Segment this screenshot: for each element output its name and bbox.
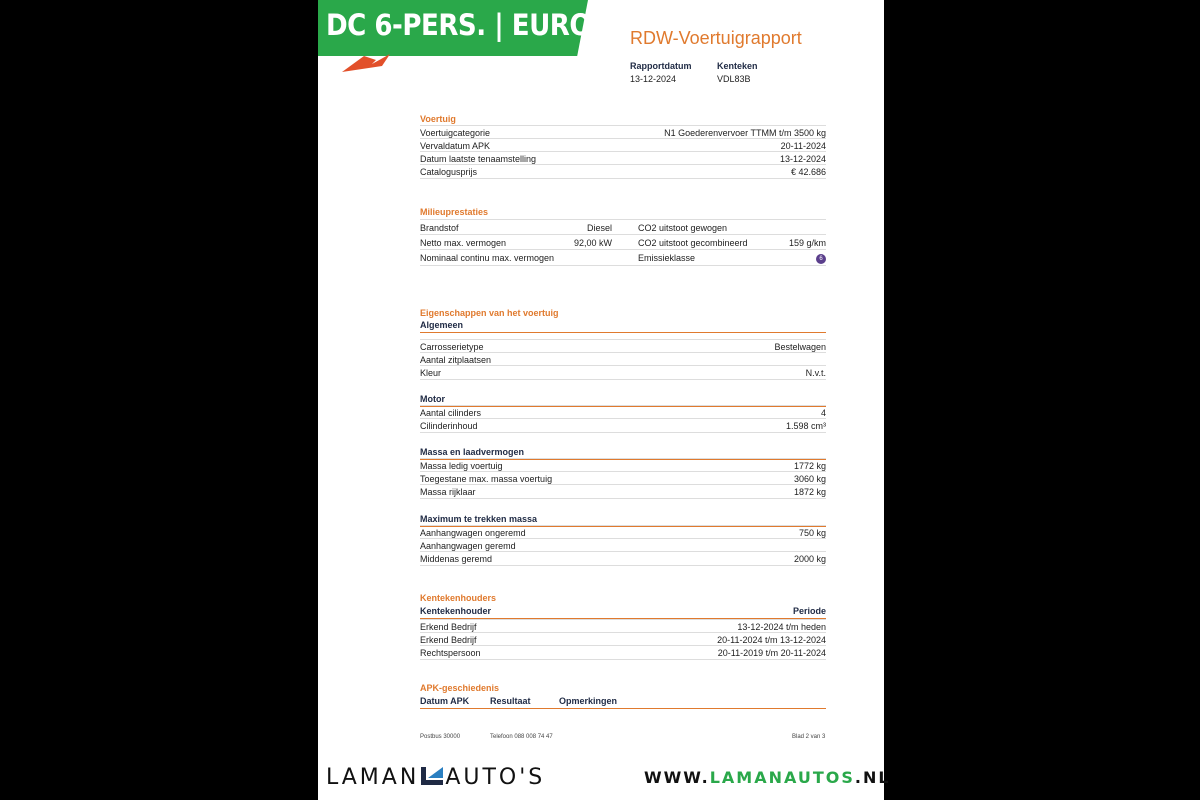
row-label: Emissieklasse [638, 252, 696, 263]
row-label: CO2 uitstoot gewogen [638, 222, 728, 233]
footer-phone: Telefoon 088 008 74 47 [490, 734, 553, 740]
row-label: Aantal cilinders [420, 407, 482, 418]
section-apk-title: APK-geschiedenis [420, 683, 500, 693]
section-kentekenhouders-title: Kentekenhouders [420, 593, 497, 603]
table-row [420, 249, 826, 266]
url-prefix: WWW. [644, 768, 710, 787]
subsection-massa-title: Massa en laadvermogen [420, 447, 826, 460]
table-row [420, 645, 826, 660]
row-label: Rechtspersoon [420, 647, 481, 658]
section-milieu-title: Milieuprestaties [420, 207, 489, 217]
row-value: 4 [820, 407, 826, 418]
row-label: Nominaal continu max. vermogen [420, 252, 555, 263]
emission-class-cell [778, 252, 826, 264]
plate-value: VDL83B [717, 74, 751, 84]
website-url[interactable] [644, 768, 891, 787]
column-header-date: Datum APK [420, 696, 470, 706]
apk-header [420, 696, 826, 709]
row-label: Carrosserietype [420, 341, 484, 352]
row-value: € 42.686 [790, 166, 826, 177]
row-label: Vervaldatum APK [420, 140, 491, 151]
row-value: 20-11-2019 t/m 20-11-2024 [717, 647, 826, 658]
row-label: Middenas geremd [420, 553, 493, 564]
table-row [420, 418, 826, 433]
row-label: Aantal zitplaatsen [420, 354, 492, 365]
row-label: Datum laatste tenaamstelling [420, 153, 537, 164]
row-value: 1.598 cm³ [785, 420, 826, 431]
section-voertuig-title: Voertuig [420, 114, 456, 124]
table-row [420, 365, 826, 380]
company-logo [326, 765, 545, 790]
plate-label: Kenteken [717, 61, 758, 71]
table-row [420, 632, 826, 646]
row-label: Cilinderinhoud [420, 420, 478, 431]
column-header-period: Periode [792, 606, 826, 616]
row-value: 159 g/km [788, 237, 826, 248]
report-date-value: 13-12-2024 [630, 74, 677, 84]
row-label: CO2 uitstoot gecombineerd [638, 237, 748, 248]
row-label: Kleur [420, 367, 442, 378]
row-label: Toegestane max. massa voertuig [420, 473, 553, 484]
row-label: Massa rijklaar [420, 486, 476, 497]
table-row [420, 138, 826, 152]
kentekenhouders-header [420, 606, 826, 619]
row-value: 750 kg [798, 527, 826, 538]
row-label: Aanhangwagen ongeremd [420, 527, 526, 538]
flame-icon [342, 54, 402, 72]
row-value: 3060 kg [793, 473, 826, 484]
row-value: 20-11-2024 t/m 13-12-2024 [717, 634, 826, 645]
report-date-label: Rapportdatum [630, 61, 692, 71]
table-row [420, 484, 826, 499]
table-row [420, 619, 826, 633]
table-row [420, 458, 826, 472]
table-row [420, 151, 826, 165]
row-label: Netto max. vermogen [420, 237, 507, 248]
logo-text-left: LAMAN [326, 765, 420, 790]
table-row [420, 471, 826, 485]
table-row [420, 538, 826, 552]
table-row [420, 125, 826, 139]
footer-address: Postbus 30000 [420, 734, 461, 740]
logo-mark-icon [421, 766, 443, 784]
subsection-motor-title: Motor [420, 394, 826, 407]
row-value: 13-12-2024 [779, 153, 826, 164]
table-row [420, 164, 826, 179]
row-value: N1 Goederenvervoer TTMM t/m 3500 kg [664, 127, 826, 138]
row-value: 13-12-2024 t/m heden [737, 621, 826, 632]
report-title: RDW-Voertuigrapport [630, 28, 802, 48]
section-eigenschappen-title: Eigenschappen van het voertuig [420, 308, 559, 318]
column-header-result: Resultaat [490, 696, 531, 706]
row-value: Bestelwagen [774, 341, 826, 352]
row-value: 2000 kg [793, 553, 826, 564]
row-label: Brandstof [420, 222, 459, 233]
table-row [420, 551, 826, 566]
promo-banner-text: DC 6-PERS. | EURO 6 [326, 8, 618, 42]
table-row [420, 234, 826, 250]
emission-class-badge: 6 [816, 254, 826, 264]
table-row [420, 525, 826, 539]
report-page [318, 0, 891, 800]
footer-page-number: Blad 2 van 3 [792, 734, 826, 740]
row-label: Erkend Bedrijf [420, 621, 477, 632]
row-value: Diesel [586, 222, 612, 233]
row-label: Voertuigcategorie [420, 127, 491, 138]
row-label: Massa ledig voertuig [420, 460, 503, 471]
logo-text-right: AUTO'S [445, 765, 546, 790]
row-value: 1872 kg [793, 486, 826, 497]
row-value: N.v.t. [805, 367, 826, 378]
table-row [420, 352, 826, 366]
row-label: Aanhangwagen geremd [420, 540, 516, 551]
row-label: Catalogusprijs [420, 166, 478, 177]
table-row [420, 339, 826, 353]
row-value: 1772 kg [793, 460, 826, 471]
subsection-algemeen-title: Algemeen [420, 320, 826, 333]
row-label: Erkend Bedrijf [420, 634, 477, 645]
url-highlight: LAMANAUTOS [709, 768, 855, 787]
url-suffix: .NL [854, 768, 891, 787]
row-value: 20-11-2024 [780, 140, 826, 151]
table-row [420, 405, 826, 419]
column-header-remarks: Opmerkingen [559, 696, 618, 706]
column-header-holder: Kentekenhouder [420, 606, 492, 616]
subsection-trekken-title: Maximum te trekken massa [420, 514, 826, 527]
table-row [420, 219, 826, 235]
row-value: 92,00 kW [573, 237, 612, 248]
